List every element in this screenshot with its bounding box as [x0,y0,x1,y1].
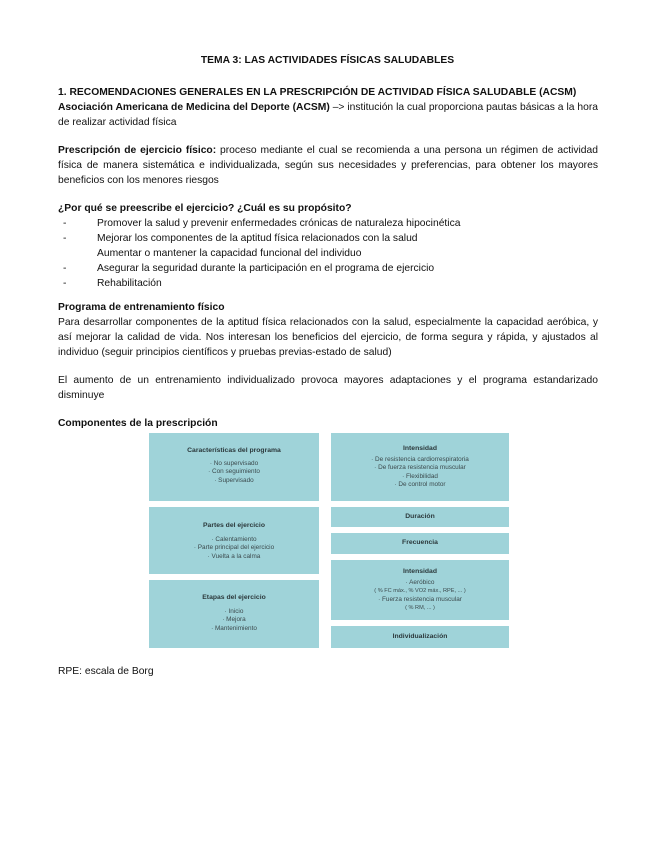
acsm-term: Asociación Americana de Medicina del Deporte (ACSM) [58,102,330,113]
intensidad-item: · Aeróbico [405,578,435,586]
partes-item: · Vuelta a la calma [207,552,261,560]
etapas-item: · Mantenimiento [211,624,257,632]
partes-item: · Calentamiento [211,535,257,543]
section-1-heading: 1. RECOMENDACIONES GENERALES EN LA PRESCRIPCIÓN DE ACTIVIDAD FÍSICA SALUDABLE (ACSM) [58,87,577,98]
intensidad-item: · Fuerza resistencia muscular [378,595,462,603]
intensidad-item: · De fuerza resistencia muscular [374,464,466,472]
list-item [58,276,598,291]
intensidad-box-2 [331,560,509,620]
rpe-note: RPE: escala de Borg [58,666,154,677]
acsm-definition: –> institución la cual proporciona pautas básicas a la hora de realizar actividad física [58,102,598,128]
porque-section [58,201,598,291]
componentes-heading: Componentes de la prescripción [58,418,218,429]
caracteristicas-item: · Supervisado [214,476,254,484]
etapas-item: · Mejora [222,616,246,624]
list-item-text: Promover la salud y prevenir enfermedades crónicas de naturaleza hipocinética [97,218,461,229]
aumento-paragraph: El aumento de un entrenamiento individualizado provoca mayores adaptaciones y el programa estandarizado disminuye [58,375,598,401]
componentes-diagram [149,433,509,648]
prescripcion-definition: proceso mediante el cual se recomienda a una persona un régimen de actividad física de manera sistemática e individualizada, según sus necesidades y preferencias, para obtener los mayores beneficios con los menores riesgos [58,145,598,186]
individualizacion-label: Individualización [392,633,448,640]
list-item [58,216,598,231]
list-item [58,246,598,261]
programa-section [58,300,598,360]
intensidad-title-1: Intensidad [403,445,437,452]
list-item-text: Asegurar la seguridad durante la participación en el programa de ejercicio [97,263,435,274]
prescripcion-paragraph [58,143,598,188]
prescripcion-term: Prescripción de ejercicio físico: [58,145,217,156]
intensidad-item: ( % RM, ... ) [405,605,435,612]
intensidad-box-1 [331,433,509,501]
list-item [58,231,598,246]
intensidad-title-2: Intensidad [403,568,437,575]
list-item-text: Rehabilitación [97,278,162,289]
duracion-box [331,507,509,527]
intensidad-item: ( % FC máx., % VO2 máx., RPE, ... ) [374,588,466,595]
list-dash: - [63,218,67,229]
partes-item: · Parte principal del ejercicio [193,544,275,552]
list-dash: - [63,233,67,244]
list-item-text: Mejorar los componentes de la aptitud física relacionados con la salud [97,233,418,244]
porque-list [58,216,598,291]
duracion-label: Duración [405,513,435,520]
caracteristicas-title: Características del programa [187,447,281,454]
frecuencia-box [331,533,509,554]
caracteristicas-box [149,433,319,501]
porque-heading: ¿Por qué se preescribe el ejercicio? ¿Cuál es su propósito? [58,203,352,214]
intensidad-item: · Flexibilidad [402,472,438,480]
caracteristicas-item: · Con seguimiento [208,468,260,476]
list-item-text: Aumentar o mantener la capacidad funcional del individuo [97,248,362,259]
section-1 [58,85,598,130]
frecuencia-label: Frecuencia [402,539,438,546]
etapas-item: · Inicio [224,607,244,615]
list-dash: - [63,263,67,274]
intensidad-item: · De control motor [394,481,446,489]
intensidad-item: · De resistencia cardiorrespiratoria [371,455,469,463]
programa-text: Para desarrollar componentes de la aptitud física relacionados con la salud, especialmente la capacidad aeróbica, y así mejorar la calidad de vida. Nos interesan los beneficios del ejercicio, de forma segura y rápida, y ajustados al individuo (seguir principios científicos y pruebas previas-estado de salud) [58,317,598,358]
individualizacion-box [331,626,509,648]
etapas-box [149,580,319,648]
acsm-paragraph [58,100,598,130]
list-dash: - [63,278,67,289]
page-title: TEMA 3: LAS ACTIVIDADES FÍSICAS SALUDABLES [200,55,455,66]
partes-box [149,507,319,574]
list-item [58,261,598,276]
etapas-title: Etapas del ejercicio [202,594,266,601]
programa-heading: Programa de entrenamiento físico [58,302,225,313]
partes-title: Partes del ejercicio [203,522,265,529]
caracteristicas-item: · No supervisado [209,459,259,467]
